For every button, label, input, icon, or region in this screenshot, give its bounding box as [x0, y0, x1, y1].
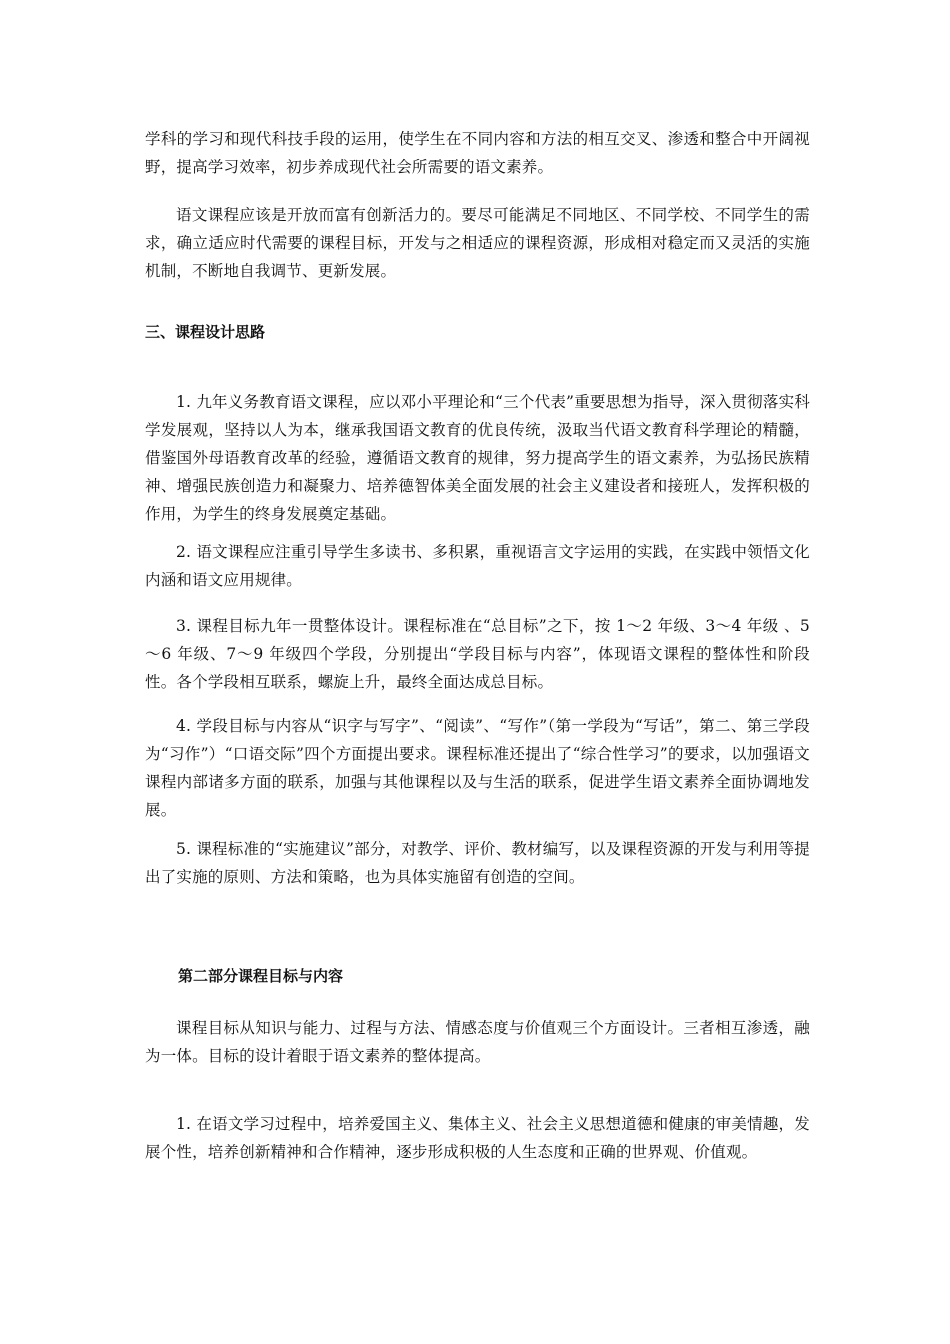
design-item-1: 1. 九年义务教育语文课程，应以邓小平理论和“三个代表”重要思想为指导，深入贯彻落实科学发展观，坚持以人为本，继承我国语文教育的优良传统，汲取当代语文教育科学理论的精髓，借鉴国外母语教育改革的经验，遵循语文教育的规律，努力提高学生的语文素养，为弘扬民族精神、增强民族创造力和凝聚力、培养德智体美全面发展的社会主义建设者和接班人，发挥积极的作用，为学生的终身发展奠定基础。 — [145, 393, 810, 523]
paragraph-continuation: 学科的学习和现代科技手段的运用，使学生在不同内容和方法的相互交叉、渗透和整合中开阔视野，提高学习效率，初步养成现代社会所需要的语文素养。 — [145, 130, 810, 176]
paragraph-open-curriculum: 语文课程应该是开放而富有创新活力的。要尽可能满足不同地区、不同学校、不同学生的需求，确立适应时代需要的课程目标，开发与之相适应的课程资源，形成相对稳定而又灵活的实施机制，不断地自我调节、更新发展。 — [145, 206, 810, 280]
design-item-3: 3. 课程目标九年一贯整体设计。课程标准在“总目标”之下，按 1～2 年级、3～4 年级 、5～6 年级、7～9 年级四个学段，分别提出“学段目标与内容”，体现语文课程的整体性和阶段性。各个学段相互联系，螺旋上升，最终全面达成总目标。 — [145, 617, 810, 691]
part-two-heading: 第二部分课程目标与内容 — [178, 967, 344, 985]
part-two-intro: 课程目标从知识与能力、过程与方法、情感态度与价值观三个方面设计。三者相互渗透，融为一体。目标的设计着眼于语文素养的整体提高。 — [145, 1019, 810, 1065]
goal-item-1: 1. 在语文学习过程中，培养爱国主义、集体主义、社会主义思想道德和健康的审美情趣，发展个性，培养创新精神和合作精神，逐步形成积极的人生态度和正确的世界观、价值观。 — [145, 1115, 810, 1161]
design-item-5: 5. 课程标准的“实施建议”部分，对教学、评价、教材编写，以及课程资源的开发与利用等提出了实施的原则、方法和策略，也为具体实施留有创造的空间。 — [145, 840, 810, 886]
design-item-4: 4. 学段目标与内容从“识字与写字”、“阅读”、“写作”（第一学段为“写话”，第二、第三学段为“习作”）“口语交际”四个方面提出要求。课程标准还提出了“综合性学习”的要求，以加强语文课程内部诸多方面的联系，加强与其他课程以及与生活的联系，促进学生语文素养全面协调地发展。 — [145, 717, 810, 819]
design-item-2: 2. 语文课程应注重引导学生多读书、多积累，重视语言文字运用的实践，在实践中领悟文化内涵和语文应用规律。 — [145, 543, 810, 589]
section-heading-design-ideas: 三、课程设计思路 — [145, 323, 266, 341]
